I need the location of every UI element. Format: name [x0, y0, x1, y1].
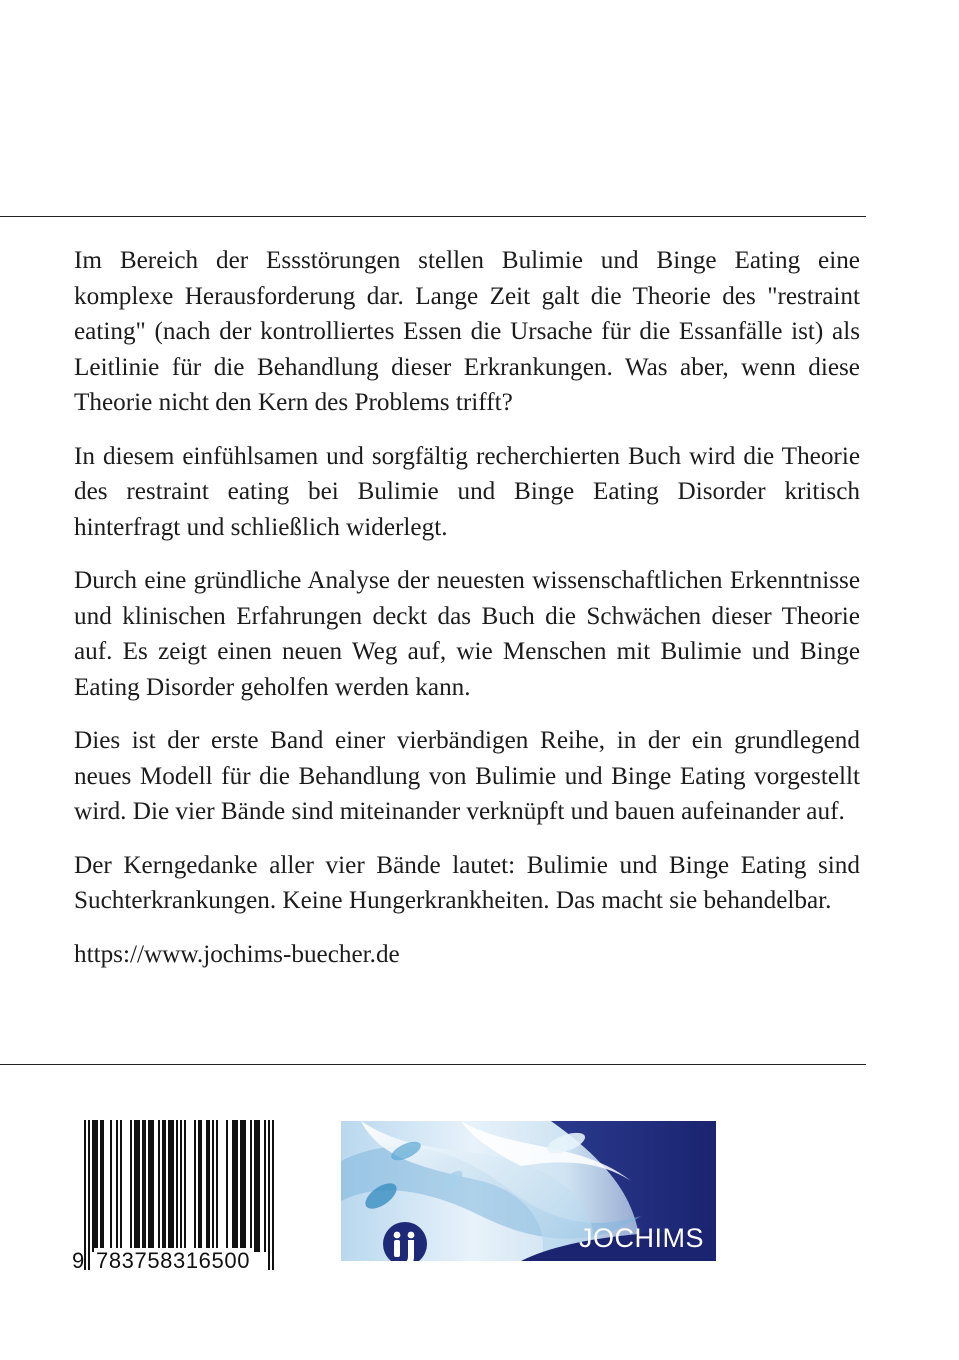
barcode-bar [236, 1120, 238, 1252]
barcode-bar [194, 1120, 196, 1252]
publisher-name: JOCHIMS [579, 1223, 704, 1253]
barcode-bar [136, 1120, 138, 1252]
paragraph-4: Dies ist der erste Band einer vierbändigen Reihe, in der ein grundlegend neues Modell für die Behandlung von Bulimie und Binge Eating vorgestellt wird. Die vier Bände sind miteinander verknüpft und bauen aufeinander auf. [74, 727, 860, 825]
barcode-bar [264, 1120, 266, 1252]
barcode-bar [198, 1120, 200, 1252]
barcode-bar [94, 1120, 96, 1252]
barcode-bar [256, 1120, 258, 1252]
barcode-bar [268, 1120, 270, 1270]
barcode-bar [240, 1120, 242, 1252]
barcode-bar [116, 1120, 118, 1252]
barcode-bar [200, 1120, 202, 1252]
barcode-bar [234, 1120, 236, 1252]
barcode-bar [206, 1120, 208, 1252]
barcode-bar [138, 1120, 140, 1252]
isbn-digits-rest: 783758316500 [96, 1248, 251, 1273]
barcode-bar [148, 1120, 150, 1252]
barcode-bar [150, 1120, 152, 1252]
barcode-bar [232, 1120, 234, 1252]
paragraph-1: Im Bereich der Essstörungen stellen Bulimie und Binge Eating eine komplexe Herausforderung dar. Lange Zeit galt die Theorie des "restraint eating" (nach der kontrolliertes Essen die Ursache für die Essanfälle ist) als Leitlinie für die Behandlung dieser Erkrankungen. Was aber, wenn diese Theorie nicht den Kern des Problems trifft? [74, 247, 860, 416]
barcode-bar [172, 1120, 174, 1252]
barcode-bar [208, 1120, 210, 1252]
barcode-bar [226, 1120, 228, 1252]
paragraph-2: In diesem einfühlsamen und sorgfältig recherchierten Buch wird die Theorie des restraint eating bei Bulimie und Binge Eating Disorder kritisch hinterfragt und schließlich widerlegt. [74, 442, 860, 541]
barcode-bar [100, 1120, 102, 1252]
top-divider [0, 216, 866, 217]
barcode-bar [92, 1120, 94, 1252]
barcode-bar [164, 1120, 166, 1252]
barcode-bar [250, 1120, 252, 1252]
barcode-bar [184, 1120, 186, 1252]
website-link[interactable]: https://www.jochims-buecher.de [74, 940, 400, 968]
barcode-bar [144, 1120, 146, 1252]
barcode-bar [102, 1120, 104, 1252]
barcode-bar [152, 1120, 154, 1252]
barcode-bar [242, 1120, 244, 1252]
barcode-bar [134, 1120, 136, 1252]
barcode-bar [216, 1120, 218, 1252]
barcode-bar [272, 1120, 274, 1270]
isbn-first-digit: 9 [72, 1248, 85, 1273]
barcode-bar [130, 1120, 132, 1252]
barcode-bar [158, 1120, 160, 1252]
barcode-bar [254, 1120, 256, 1252]
barcode-bar [142, 1120, 144, 1252]
barcode-bar [212, 1120, 214, 1252]
barcode-bar [96, 1120, 98, 1252]
paragraph-5: Der Kerngedanke aller vier Bände lautet: Bulimie und Binge Eating sind Suchterkrankungen. Keine Hungerkrankheiten. Das macht sie behandelbar. [74, 851, 860, 914]
barcode-bar [168, 1120, 170, 1252]
barcode-bar [170, 1120, 172, 1252]
bottom-divider [0, 1064, 866, 1065]
barcode-bar [120, 1120, 122, 1252]
publisher-logo [341, 1121, 716, 1261]
paragraph-3: Durch eine gründliche Analyse der neuesten wissenschaftlichen Erkenntnisse und klinischen Erfahrungen deckt das Buch die Schwächen dieser Theorie auf. Es zeigt einen neuen Weg auf, wie Menschen mit Bulimie und Binge Eating Disorder geholfen werden kann. [74, 567, 860, 701]
barcode-bar [244, 1120, 246, 1252]
barcode-bar [258, 1120, 260, 1252]
barcode-bar [162, 1120, 164, 1252]
barcode-bar [110, 1120, 112, 1252]
barcode-bar [88, 1120, 90, 1270]
blurb-text [74, 243, 860, 990]
